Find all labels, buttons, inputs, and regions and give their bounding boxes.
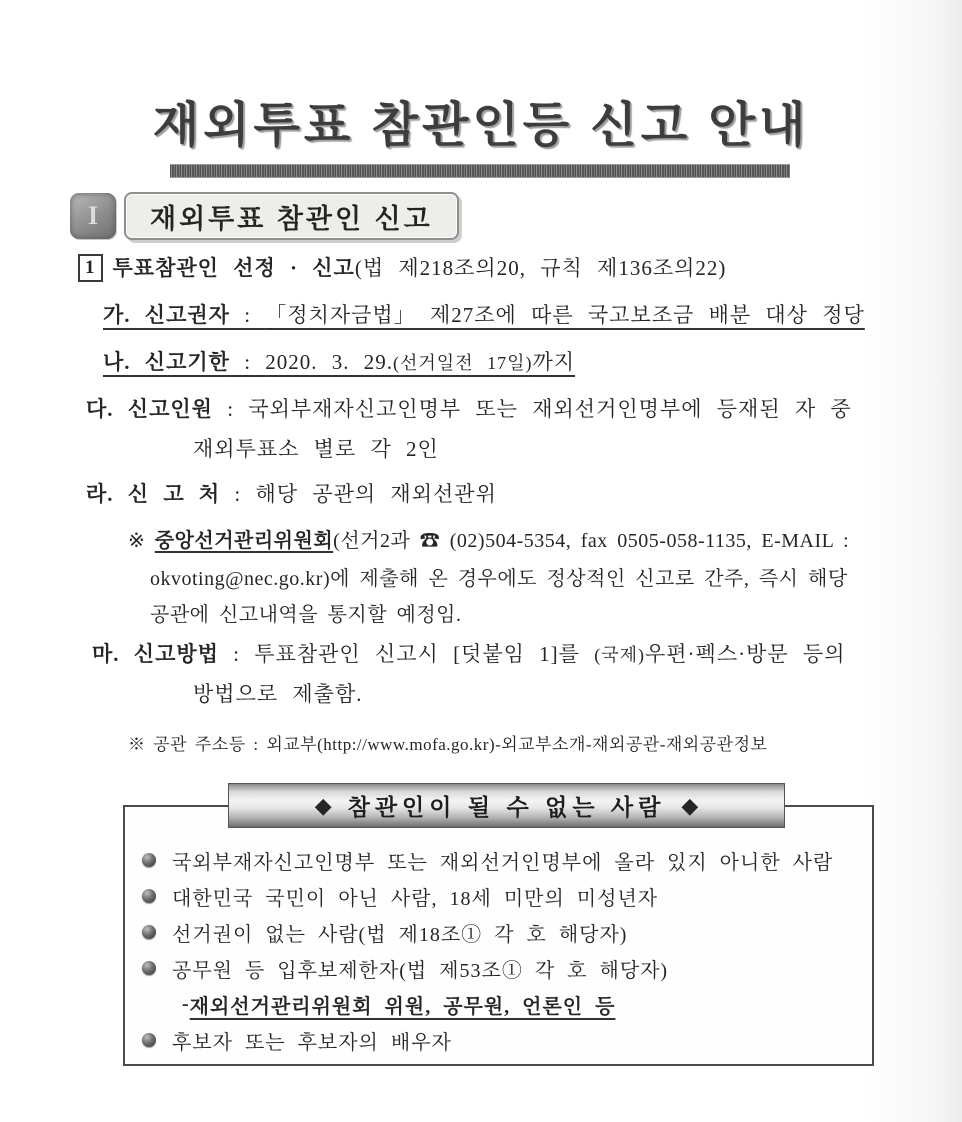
title-underline-bar [170,164,790,178]
entry-da-line2: 재외투표소 별로 각 2인 [193,437,439,461]
document-title: 재외투표 참관인등 신고 안내 [152,99,810,152]
bullet-icon [142,889,156,903]
bullet-icon [142,961,156,975]
reference-mark: ※ [128,530,155,552]
entry-ma-line1 [92,638,846,668]
entry-na [103,346,575,376]
entry-ma-colon: : [218,642,255,666]
diamond-icon: ◆ [314,792,332,818]
bullet-icon [142,1033,156,1047]
exclusion-box [123,805,874,1066]
entry-ra [86,478,497,508]
entry-ga-colon: : [229,303,266,327]
exclusion-list [125,842,872,1058]
list-item [125,914,872,950]
list-item [125,842,872,878]
list-item [125,950,872,986]
note1-line3: 공관에 신고내역을 통지할 예정임. [150,604,462,626]
entry-na-tail: 까지 [532,350,576,374]
entry-ma-text1b: 우편·펙스·방문 등의 [644,642,846,666]
entry-da-colon: : [212,397,249,421]
exclusion-banner [228,783,785,828]
list-item [125,1022,872,1058]
entry-na-colon: : [229,350,266,374]
item1-ref: (법 제218조의20, 규칙 제136조의22) [354,256,727,280]
diamond-icon: ◆ [681,792,699,818]
entry-na-paren: (선거일전 17일) [393,353,533,373]
entry-ra-colon: : [220,482,256,506]
note2-text: 공관 주소등 : 외교부(http://www.mofa.go.kr)-외교부소개-재외공관-재외공관정보 [153,735,768,754]
entry-ra-label: 라. 신 고 처 [86,482,221,506]
exclusion-banner-title: 참관인이 될 수 없는 사람 [347,794,666,820]
sub-item-dash: - [182,992,190,1015]
entry-ma-text1-small: (국제) [594,645,645,665]
entry-ga-label: 가. 신고권자 [103,303,230,327]
reference-mark: ※ [128,735,154,754]
exclusion-item-text: 공무원 등 입후보제한자(법 제53조① 각 호 해당자) [172,959,669,982]
note1-line1-rest: (선거2과 ☎ (02)504-5354, fax 0505-058-1135, E-MAIL : [333,530,850,552]
note1-line1 [128,524,849,553]
list-sub-item [125,986,872,1022]
item1-line [78,252,726,282]
exclusion-item-text: 선거권이 없는 사람(법 제18조① 각 호 해당자) [172,923,628,946]
entry-ga-text: 「정치자금법」 제27조에 따른 국고보조금 배분 대상 정당 [265,303,865,327]
note2-line [128,730,767,755]
list-item [125,878,872,914]
sub-item-text: 재외선거관리위원회 위원, 공무원, 언론인 등 [189,995,616,1018]
entry-ma-label: 마. 신고방법 [92,642,219,666]
bullet-icon [142,853,156,867]
exclusion-item-text: 대한민국 국민이 아닌 사람, 18세 미만의 미성년자 [172,887,659,910]
entry-ma-line2: 방법으로 제출함. [193,682,363,706]
note1-org: 중앙선거관리위원회 [154,530,334,552]
bullet-icon [142,925,156,939]
entry-na-label: 나. 신고기한 [103,350,230,374]
section-heading: 재외투표 참관인 신고 [124,192,459,240]
entry-da-text1: 국외부재자신고인명부 또는 재외선거인명부에 등재된 자 중 [248,397,852,421]
item1-head: 투표참관인 선정 · 신고 [112,256,355,280]
entry-ra-text: 해당 공관의 재외선관위 [255,482,497,506]
entry-ma-text1a: 투표참관인 신고시 [덧붙임 1]를 [254,642,595,666]
note1-line2: okvoting@nec.go.kr)에 제출해 온 경우에도 정상적인 신고로 간주, 즉시 해당 [150,568,848,590]
section-numeral-badge: I [70,193,116,239]
exclusion-item-text: 후보자 또는 후보자의 배우자 [172,1031,452,1054]
boxed-number: 1 [78,254,103,282]
exclusion-item-text: 국외부재자신고인명부 또는 재외선거인명부에 올라 있지 아니한 사람 [172,851,834,874]
entry-da-line1 [86,393,852,423]
entry-da-label: 다. 신고인원 [86,397,213,421]
entry-na-date: 2020. 3. 29. [265,350,394,374]
entry-ga [103,299,865,329]
